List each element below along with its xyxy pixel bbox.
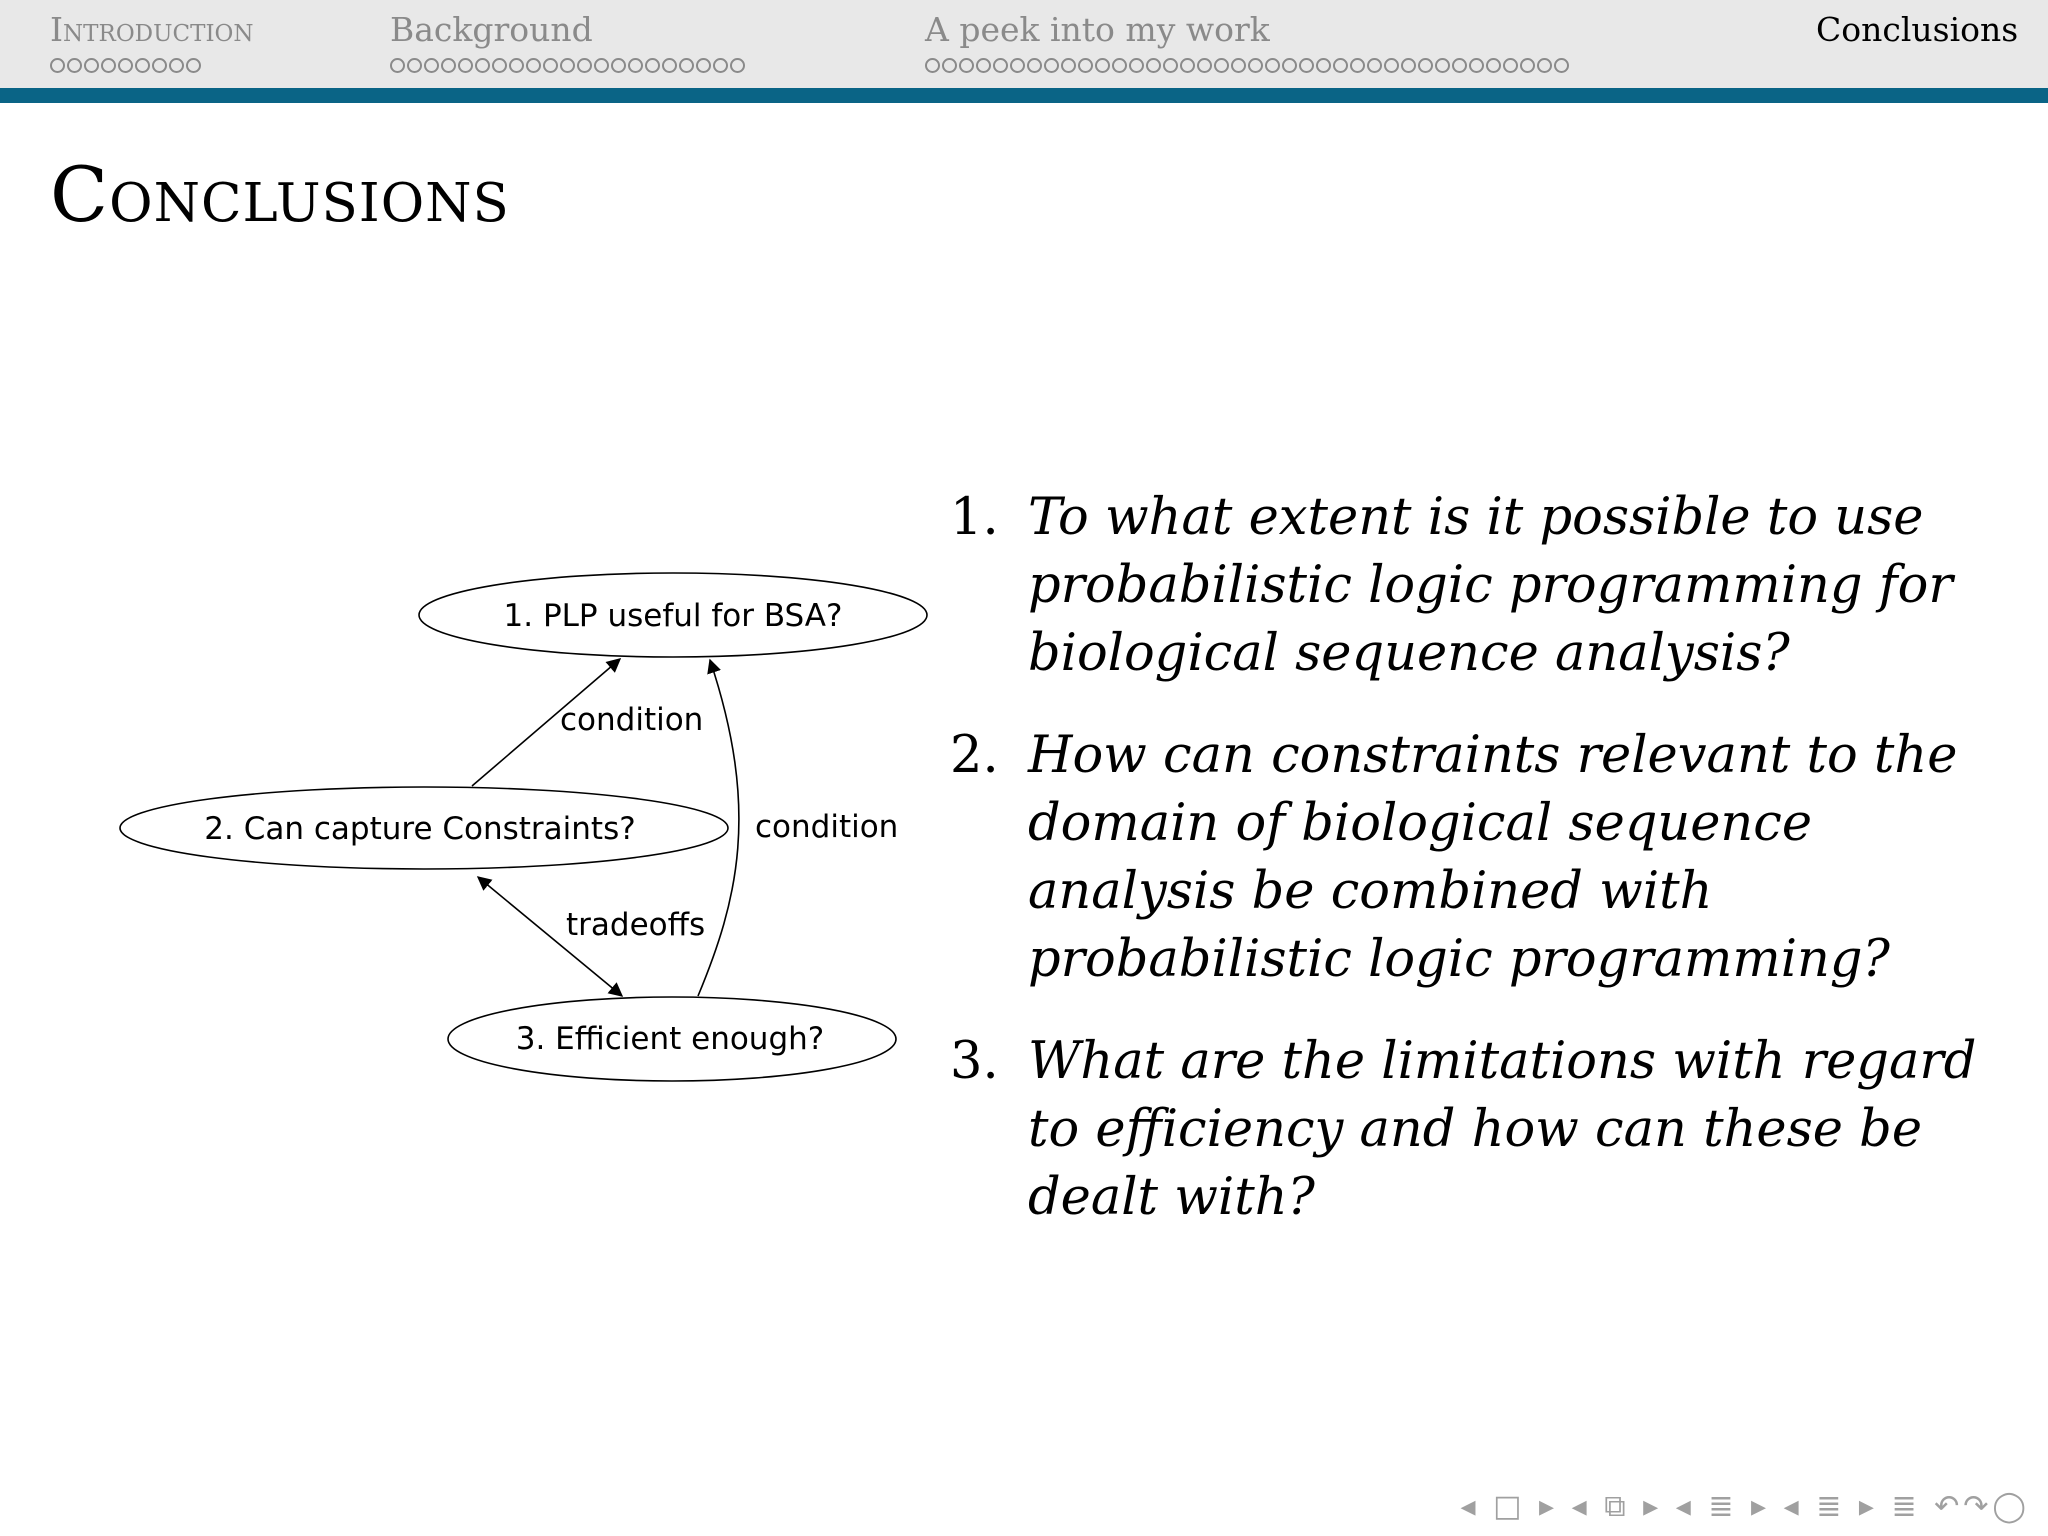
beamer-navigation-icons[interactable]: ◂ □ ▸ ◂ ⧉ ▸ ◂ ≣ ▸ ◂ ≣ ▸ ≣ ↶↷◯: [1460, 1489, 2030, 1524]
nav-frame-dot[interactable]: [424, 58, 439, 73]
nav-frame-dot[interactable]: [118, 58, 133, 73]
nav-frame-dot[interactable]: [509, 58, 524, 73]
nav-frame-dot[interactable]: [1248, 58, 1263, 73]
question-number: 2.: [950, 726, 999, 785]
nav-frame-dot[interactable]: [560, 58, 575, 73]
question-text: To what extent is it possible to use probabilistic logic programming for biological sequence analysis?: [1028, 488, 1953, 683]
nav-section-conclusions[interactable]: [1816, 10, 2018, 50]
question-graph: [110, 560, 940, 1100]
nav-frame-dot[interactable]: [1044, 58, 1059, 73]
nav-frame-dot[interactable]: [713, 58, 728, 73]
nav-frame-dot[interactable]: [1061, 58, 1076, 73]
question-text: How can constraints relevant to the domain of biological sequence analysis be combined with probabilistic logic programming?: [1028, 726, 1958, 989]
nav-frame-dot[interactable]: [1010, 58, 1025, 73]
nav-section-label: Conclusions: [1816, 10, 2019, 49]
nav-frame-dot[interactable]: [1333, 58, 1348, 73]
nav-frame-dot[interactable]: [67, 58, 82, 73]
nav-frame-dot[interactable]: [1282, 58, 1297, 73]
nav-frame-dot[interactable]: [1214, 58, 1229, 73]
nav-frame-dot[interactable]: [1146, 58, 1161, 73]
nav-section-background[interactable]: [390, 10, 745, 73]
nav-frame-dot[interactable]: [50, 58, 65, 73]
nav-section-label: Introduction: [50, 10, 254, 49]
nav-frame-dot[interactable]: [186, 58, 201, 73]
nav-frame-dot[interactable]: [1486, 58, 1501, 73]
nav-frame-dot[interactable]: [679, 58, 694, 73]
nav-frame-dot[interactable]: [1384, 58, 1399, 73]
node-3-label: 3. Efficient enough?: [515, 1021, 825, 1057]
nav-frame-dot[interactable]: [1129, 58, 1144, 73]
nav-section-peek[interactable]: [925, 10, 1569, 73]
nav-frame-dot[interactable]: [611, 58, 626, 73]
nav-frame-dot[interactable]: [1435, 58, 1450, 73]
nav-frame-dot[interactable]: [1401, 58, 1416, 73]
nav-frame-dot[interactable]: [135, 58, 150, 73]
nav-frame-dot[interactable]: [1418, 58, 1433, 73]
nav-frame-dot[interactable]: [662, 58, 677, 73]
nav-frame-dot[interactable]: [1180, 58, 1195, 73]
nav-frame-dot[interactable]: [1163, 58, 1178, 73]
edge-2-to-3-label: tradeoffs: [566, 907, 706, 943]
edge-3-to-1-label: condition: [755, 809, 899, 845]
question-list: [950, 484, 1990, 1266]
nav-frame-dot[interactable]: [152, 58, 167, 73]
nav-dots: [50, 58, 254, 73]
section-navigation: [0, 0, 2048, 88]
nav-frame-dot[interactable]: [1316, 58, 1331, 73]
nav-frame-dot[interactable]: [1197, 58, 1212, 73]
nav-frame-dot[interactable]: [993, 58, 1008, 73]
nav-frame-dot[interactable]: [441, 58, 456, 73]
nav-frame-dot[interactable]: [1503, 58, 1518, 73]
nav-frame-dot[interactable]: [1537, 58, 1552, 73]
nav-frame-dot[interactable]: [84, 58, 99, 73]
nav-frame-dot[interactable]: [475, 58, 490, 73]
question-number: 1.: [950, 488, 999, 547]
nav-section-label: A peek into my work: [925, 10, 1270, 49]
nav-frame-dot[interactable]: [1231, 58, 1246, 73]
nav-frame-dot[interactable]: [543, 58, 558, 73]
nav-dots: [390, 58, 745, 73]
nav-frame-dot[interactable]: [628, 58, 643, 73]
nav-frame-dot[interactable]: [390, 58, 405, 73]
nav-frame-dot[interactable]: [1469, 58, 1484, 73]
header-bar: [0, 88, 2048, 103]
nav-frame-dot[interactable]: [577, 58, 592, 73]
nav-frame-dot[interactable]: [101, 58, 116, 73]
nav-frame-dot[interactable]: [458, 58, 473, 73]
nav-frame-dot[interactable]: [1299, 58, 1314, 73]
nav-frame-dot[interactable]: [925, 58, 940, 73]
nav-dots: [925, 58, 1569, 73]
nav-frame-dot[interactable]: [407, 58, 422, 73]
question-item: [950, 484, 1990, 688]
question-number: 3.: [950, 1032, 999, 1091]
node-1-label: 1. PLP useful for BSA?: [503, 598, 843, 634]
nav-frame-dot[interactable]: [1350, 58, 1365, 73]
question-item: [950, 722, 1990, 994]
nav-frame-dot[interactable]: [169, 58, 184, 73]
nav-section-introduction[interactable]: [50, 10, 254, 73]
nav-frame-dot[interactable]: [1027, 58, 1042, 73]
nav-frame-dot[interactable]: [645, 58, 660, 73]
nav-frame-dot[interactable]: [1452, 58, 1467, 73]
nav-frame-dot[interactable]: [959, 58, 974, 73]
nav-frame-dot[interactable]: [492, 58, 507, 73]
nav-frame-dot[interactable]: [942, 58, 957, 73]
nav-frame-dot[interactable]: [730, 58, 745, 73]
question-text: What are the limitations with regard to efficiency and how can these be dealt with?: [1028, 1032, 1977, 1227]
nav-frame-dot[interactable]: [594, 58, 609, 73]
nav-section-label: Background: [390, 10, 593, 49]
nav-frame-dot[interactable]: [526, 58, 541, 73]
nav-frame-dot[interactable]: [1112, 58, 1127, 73]
nav-frame-dot[interactable]: [1095, 58, 1110, 73]
nav-frame-dot[interactable]: [976, 58, 991, 73]
nav-frame-dot[interactable]: [1554, 58, 1569, 73]
nav-frame-dot[interactable]: [696, 58, 711, 73]
nav-frame-dot[interactable]: [1265, 58, 1280, 73]
edge-2-to-1-label: condition: [560, 702, 704, 738]
slide-title: Conclusions: [50, 150, 510, 239]
node-2-label: 2. Can capture Constraints?: [204, 811, 636, 847]
nav-frame-dot[interactable]: [1078, 58, 1093, 73]
question-item: [950, 1028, 1990, 1232]
nav-frame-dot[interactable]: [1520, 58, 1535, 73]
nav-frame-dot[interactable]: [1367, 58, 1382, 73]
